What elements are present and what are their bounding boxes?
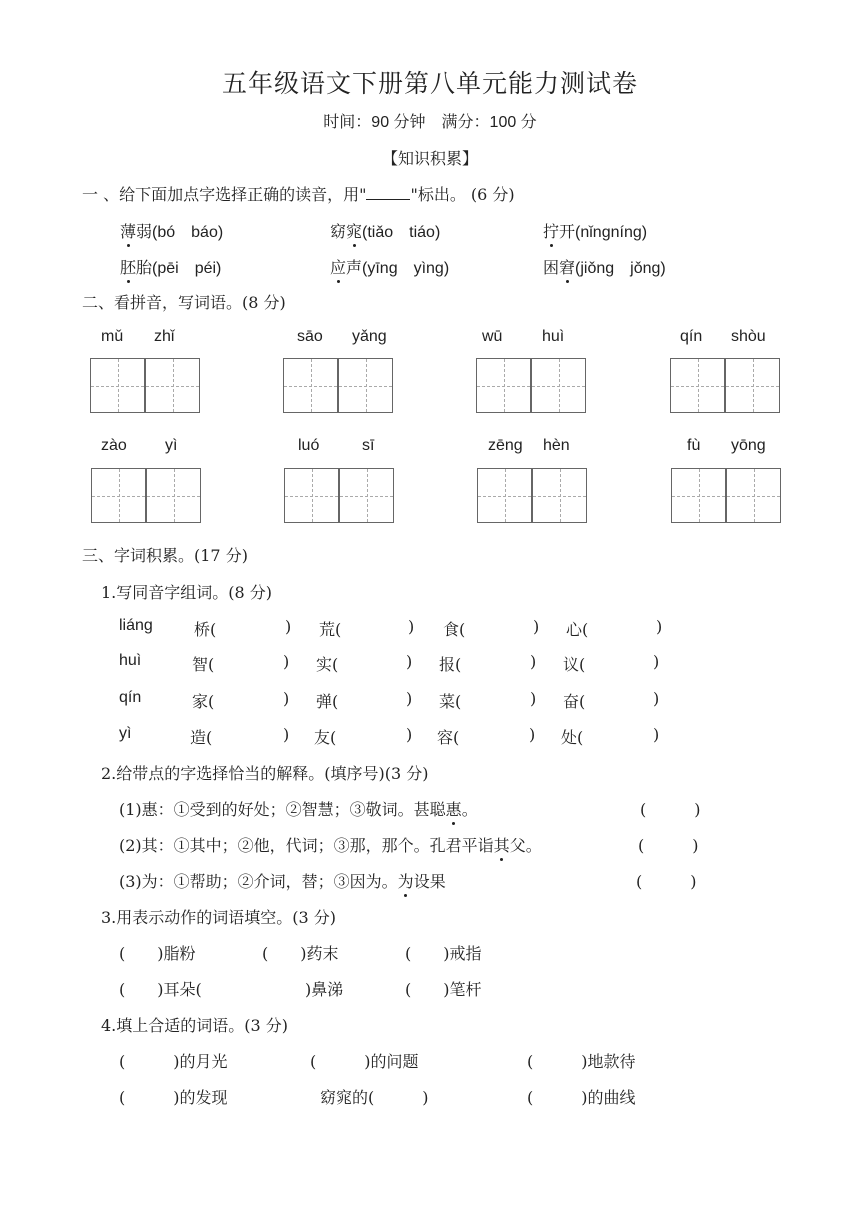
item-text: (3)为：①帮助；②介词，替；③因为。: [119, 872, 398, 891]
close-paren: ): [406, 725, 413, 744]
row-pinyin: huì: [119, 652, 142, 669]
fill-item[interactable]: ( )戒指: [405, 944, 482, 963]
fill-item[interactable]: 窈窕的( ): [320, 1088, 429, 1107]
q3-sub1-heading: 1.写同音字组词。(8 分): [101, 583, 273, 602]
q1-item: [543, 219, 647, 242]
q1-item-text: 声(yīng yìng): [346, 260, 450, 277]
q1-item-char: 窈: [330, 222, 347, 241]
dotted-char: 拧: [543, 219, 559, 242]
homophone-char: 智(: [192, 655, 215, 674]
exam-time-score: 时间：90 分钟 满分：100 分: [323, 114, 537, 131]
close-paren: ): [283, 652, 290, 671]
close-paren: ): [533, 617, 540, 636]
dotted-char: 为: [398, 869, 414, 892]
writing-grid-cell[interactable]: [91, 468, 146, 523]
close-paren: ): [653, 689, 660, 708]
dotted-char: 窘: [559, 255, 575, 278]
q1-heading: [82, 182, 515, 205]
fill-item[interactable]: ( )的曲线: [527, 1088, 636, 1107]
q3-sub4-heading: 4.填上合适的词语。(3 分): [101, 1016, 289, 1035]
q1-item: [330, 219, 440, 242]
fill-item[interactable]: ( )的发现: [119, 1088, 228, 1107]
writing-grid-cell[interactable]: [670, 358, 725, 413]
close-paren: ): [283, 725, 290, 744]
item-text: 。: [461, 800, 478, 819]
pinyin: sāo: [297, 328, 323, 345]
close-paren: ): [653, 725, 660, 744]
pinyin: mǔ: [101, 328, 124, 345]
homophone-char: 荒(: [319, 620, 342, 639]
pinyin: fù: [687, 437, 701, 454]
answer-paren[interactable]: ( ): [636, 872, 697, 891]
definition-item: [119, 797, 478, 820]
pinyin: zhǐ: [154, 328, 175, 345]
q3-sub2-heading: 2.给带点的字选择恰当的解释。(填序号)(3 分): [101, 764, 429, 783]
writing-grid-cell[interactable]: [532, 468, 587, 523]
fill-item[interactable]: ( )脂粉: [119, 944, 196, 963]
definition-item: [119, 833, 542, 856]
item-text: (2)其：①其中；②他，代词；③那，那个。孔君平诣: [119, 836, 494, 855]
section-heading: 【知识积累】: [381, 149, 478, 168]
q1-item-text: 胎(pēi péi): [136, 260, 222, 277]
fill-item[interactable]: )鼻涕: [305, 980, 344, 999]
writing-grid-cell[interactable]: [339, 468, 394, 523]
item-text: 设果: [413, 872, 446, 891]
answer-paren[interactable]: ( ): [640, 800, 701, 819]
writing-grid-cell[interactable]: [146, 468, 201, 523]
pinyin: hèn: [543, 437, 570, 454]
q1-item-text: 开(nǐngníng): [559, 224, 648, 241]
close-paren: ): [529, 725, 536, 744]
writing-grid-cell[interactable]: [145, 358, 200, 413]
dotted-char: 应: [330, 255, 346, 278]
item-text: (1)惠：①受到的好处；②智慧；③敬词。甚聪: [119, 800, 446, 819]
homophone-char: 家(: [192, 692, 215, 711]
dotted-char: 其: [494, 833, 510, 856]
dotted-char: 窕: [346, 219, 362, 242]
q1-item-char: 困: [543, 258, 560, 277]
fill-item[interactable]: ( )笔杆: [405, 980, 482, 999]
q1-item: [120, 219, 223, 242]
homophone-char: 菜(: [439, 692, 462, 711]
dotted-char: 胚: [120, 255, 136, 278]
pinyin: yōng: [731, 437, 766, 454]
q3-heading: 三、字词积累。(17 分): [82, 546, 248, 565]
close-paren: ): [406, 652, 413, 671]
pinyin: zēng: [488, 437, 523, 454]
homophone-char: 友(: [314, 728, 337, 747]
homophone-char: 处(: [561, 728, 584, 747]
close-paren: ): [406, 689, 413, 708]
row-pinyin: qín: [119, 689, 142, 706]
close-paren: ): [530, 652, 537, 671]
writing-grid-cell[interactable]: [90, 358, 145, 413]
pinyin: zào: [101, 437, 127, 454]
q1-item: [120, 255, 221, 278]
writing-grid-cell[interactable]: [338, 358, 393, 413]
pinyin: luó: [298, 437, 320, 454]
homophone-char: 心(: [566, 620, 589, 639]
homophone-char: 奋(: [563, 692, 586, 711]
pinyin: yì: [165, 437, 178, 454]
pinyin: huì: [542, 328, 565, 345]
close-paren: ): [283, 689, 290, 708]
writing-grid-cell[interactable]: [476, 358, 531, 413]
writing-grid-cell[interactable]: [531, 358, 586, 413]
homophone-char: 议(: [563, 655, 586, 674]
homophone-char: 食(: [443, 620, 466, 639]
q1-item: [543, 255, 666, 278]
homophone-char: 弹(: [316, 692, 339, 711]
fill-item[interactable]: ( )的问题: [310, 1052, 419, 1071]
answer-paren[interactable]: ( ): [638, 836, 699, 855]
dotted-char: 惠: [446, 797, 462, 820]
writing-grid-cell[interactable]: [671, 468, 726, 523]
row-pinyin: liáng: [119, 617, 153, 634]
pinyin: shòu: [731, 328, 766, 345]
underline-mark: [366, 185, 410, 200]
writing-grid-cell[interactable]: [477, 468, 532, 523]
fill-item[interactable]: ( )药末: [262, 944, 339, 963]
pinyin: sī: [362, 437, 375, 454]
pinyin: wū: [482, 328, 503, 345]
item-text: 父。: [509, 836, 542, 855]
close-paren: ): [408, 617, 415, 636]
dotted-char: 薄: [120, 219, 136, 242]
page-title: 五年级语文下册第八单元能力测试卷: [221, 69, 638, 98]
writing-grid-cell[interactable]: [284, 468, 339, 523]
q1-item-text: 弱(bó báo): [136, 224, 224, 241]
writing-grid-cell[interactable]: [283, 358, 338, 413]
writing-grid-cell[interactable]: [726, 468, 781, 523]
close-paren: ): [285, 617, 292, 636]
q3-sub3-heading: 3.用表示动作的词语填空。(3 分): [101, 908, 337, 927]
pinyin: qín: [680, 328, 703, 345]
q1-item-text: (tiǎo tiáo): [362, 224, 441, 241]
fill-item[interactable]: ( )耳朵(: [119, 980, 202, 999]
writing-grid-cell[interactable]: [725, 358, 780, 413]
pinyin: yǎng: [352, 328, 387, 345]
close-paren: ): [656, 617, 663, 636]
q1-heading-pre: 一 、给下面加点字选择正确的读音，用": [82, 185, 367, 204]
q1-item-text: (jiǒng jǒng): [575, 260, 666, 277]
homophone-char: 报(: [439, 655, 462, 674]
homophone-char: 造(: [190, 728, 213, 747]
homophone-char: 实(: [316, 655, 339, 674]
homophone-char: 桥(: [194, 620, 217, 639]
q2-heading: 二、看拼音，写词语。(8 分): [82, 293, 286, 312]
q1-item: [330, 255, 449, 278]
fill-item[interactable]: ( )的月光: [119, 1052, 228, 1071]
close-paren: ): [530, 689, 537, 708]
definition-item: [119, 869, 446, 892]
q1-heading-post: "标出。 (6 分): [410, 185, 515, 204]
close-paren: ): [653, 652, 660, 671]
row-pinyin: yì: [119, 725, 132, 742]
homophone-char: 容(: [437, 728, 460, 747]
fill-item[interactable]: ( )地款待: [527, 1052, 636, 1071]
